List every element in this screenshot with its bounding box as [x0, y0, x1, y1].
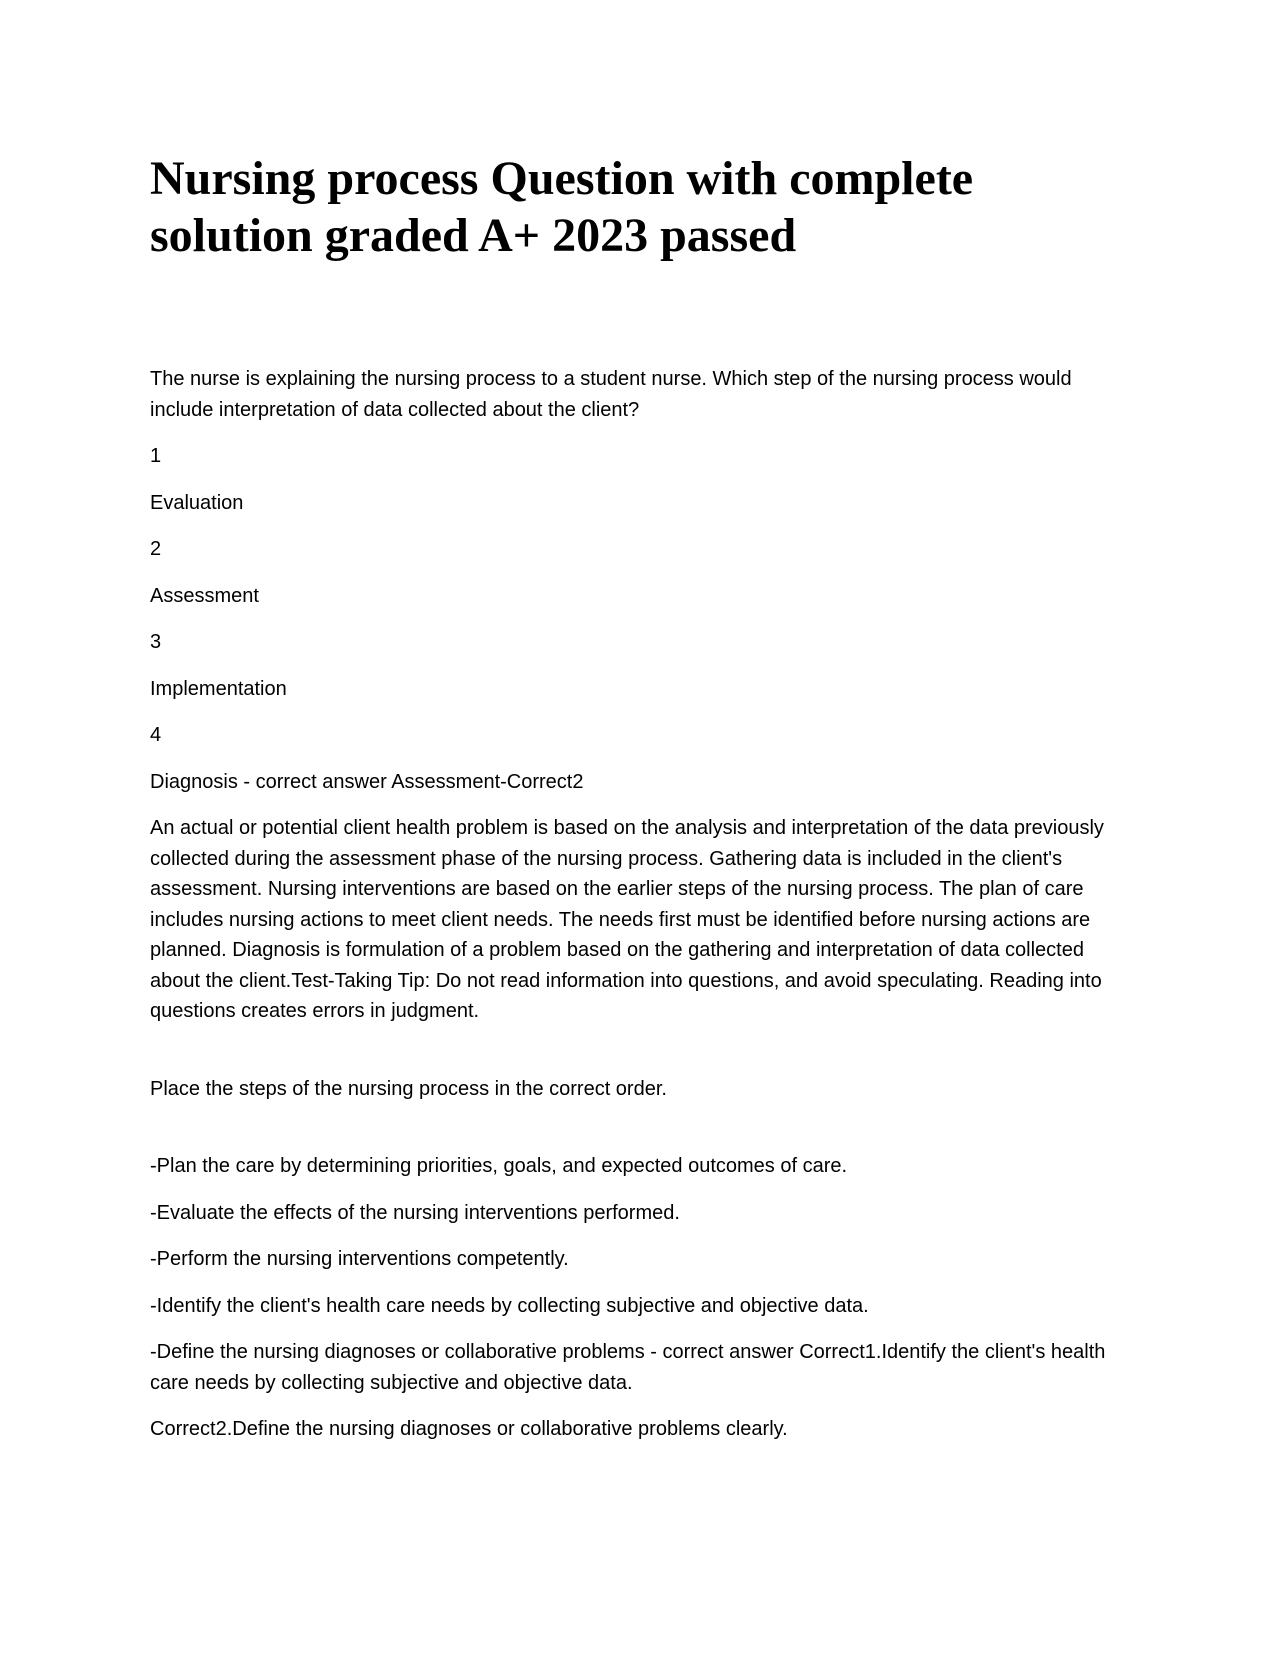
step-item: -Evaluate the effects of the nursing interventions performed.: [150, 1201, 680, 1224]
step-item: -Plan the care by determining priorities, goals, and expected outcomes of care.: [150, 1155, 848, 1177]
option-number: 3: [150, 631, 162, 653]
step-item: -Identify the client's health care needs by collecting subjective and objective data.: [150, 1294, 869, 1317]
question-2-text: Place the steps of the nursing process in the correct order.: [150, 1077, 667, 1100]
question-1-text: The nurse is explaining the nursing process to a student nurse. Which step of the nursing process would include interpretation of data collected about the client?: [150, 368, 1072, 421]
question-1-rationale: An actual or potential client health problem is based on the analysis and interpretation of the data previously collected during the assessment phase of the nursing process. Gathering data is included in the client's assessment. Nursing interventions are based on the earlier steps of the nursing process. The plan of care includes nursing actions to meet client needs. The needs first must be identified before nursing actions are planned. Diagnosis is formulation of a problem based on the gathering and interpretation of data collected about the client.Test-Taking Tip: Do not read information into questions, and avoid speculating. Reading into questions creates errors in judgment.: [150, 817, 1104, 1022]
option-label: Assessment: [150, 584, 259, 607]
option-label-with-answer: Diagnosis - correct answer Assessment-Correct2: [150, 770, 584, 793]
option-number: 4: [150, 724, 162, 746]
document-page: [150, 150, 1130, 1461]
answer-line: Correct2.Define the nursing diagnoses or collaborative problems clearly.: [150, 1418, 788, 1440]
option-number: 1: [150, 445, 162, 467]
step-item: -Perform the nursing interventions competently.: [150, 1248, 569, 1270]
option-number: 2: [150, 538, 162, 560]
document-body: [150, 364, 1130, 1445]
option-label: Evaluation: [150, 491, 244, 514]
option-label: Implementation: [150, 677, 287, 700]
document-title: Nursing process Question with complete solution graded A+ 2023 passed: [150, 152, 974, 262]
step-item-with-answer: -Define the nursing diagnoses or collaborative problems - correct answer Correct1.Identify the client's health care needs by collecting subjective and objective data.: [150, 1341, 1106, 1394]
